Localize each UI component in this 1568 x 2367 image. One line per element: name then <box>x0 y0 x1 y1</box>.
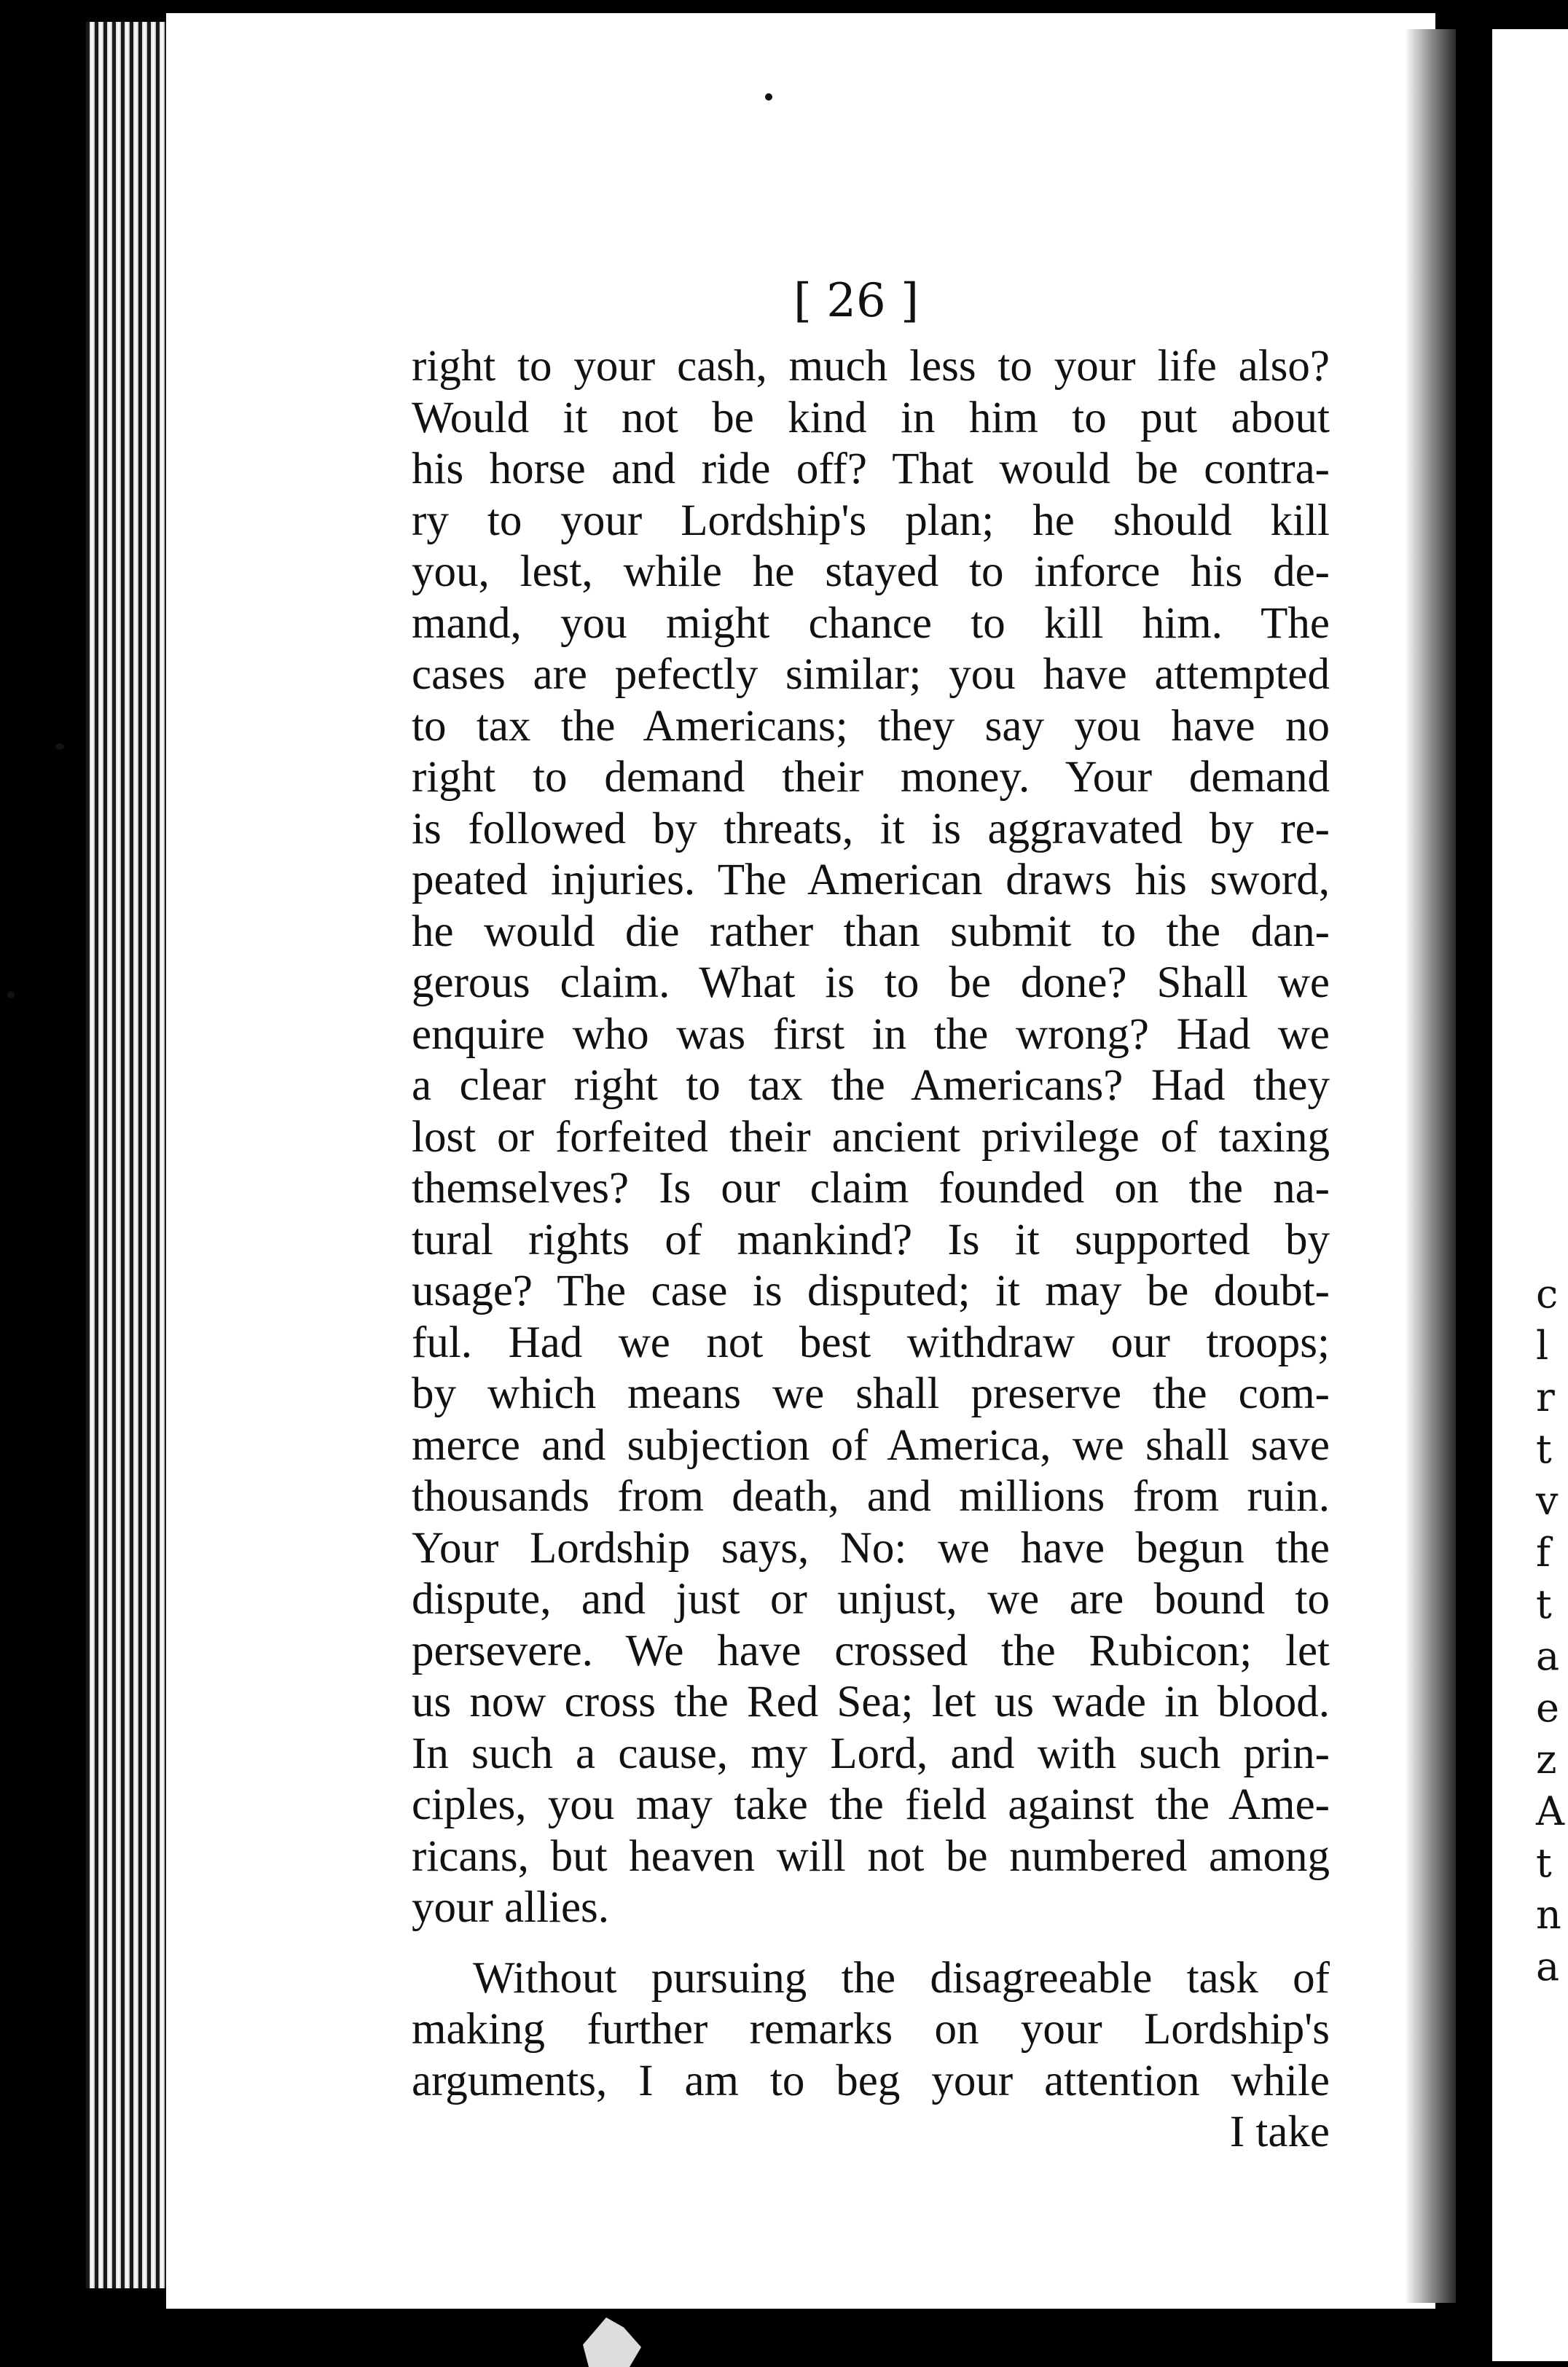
paragraph-2 <box>412 1953 1330 2108</box>
adjacent-page-letter: t <box>1536 1426 1552 1472</box>
catchword: I take <box>1229 2108 1330 2156</box>
text-line: right to your cash, much less to your life also? <box>412 342 1330 391</box>
text-line: In such a cause, my Lord, and with such prin- <box>412 1729 1330 1778</box>
text-line: ry to your Lordship's plan; he should kill <box>412 496 1330 545</box>
text-line: persevere. We have crossed the Rubicon; let <box>412 1626 1330 1675</box>
text-line: mand, you might chance to kill him. The <box>412 598 1330 648</box>
text-line: thousands from death, and millions from ruin. <box>412 1472 1330 1521</box>
adjacent-page-letters <box>1536 1268 1568 1992</box>
text-line: by which means we shall preserve the com- <box>412 1369 1330 1418</box>
adjacent-page-letter: n <box>1536 1892 1561 1938</box>
text-line: themselves? Is our claim founded on the na- <box>412 1164 1330 1213</box>
stacked-page-edges <box>86 22 166 2288</box>
text-line: your allies. <box>412 1883 610 1932</box>
text-line: merce and subjection of America, we shall save <box>412 1420 1330 1470</box>
text-line: ricans, but heaven will not be numbered among <box>412 1831 1330 1881</box>
text-line: a clear right to tax the Americans? Had they <box>412 1061 1330 1110</box>
ink-speck <box>765 93 772 101</box>
text-line: tural rights of mankind? Is it supported by <box>412 1215 1330 1264</box>
adjacent-page-letter: A <box>1536 1788 1564 1834</box>
text-line: Would it not be kind in him to put about <box>412 393 1330 442</box>
ink-speck <box>7 991 15 998</box>
adjacent-page-letter: l <box>1536 1323 1549 1369</box>
adjacent-page-letter: t <box>1536 1581 1552 1627</box>
adjacent-page-letter: a <box>1536 1633 1560 1679</box>
text-line: peated injuries. The American draws his sword, <box>412 856 1330 904</box>
text-line: dispute, and just or unjust, we are bound to <box>412 1575 1330 1624</box>
text-line: usage? The case is disputed; it may be doubt- <box>412 1267 1330 1315</box>
text-line: ciples, you may take the field against the Ame- <box>412 1780 1330 1829</box>
text-line: lost or forfeited their ancient privilege of taxing <box>412 1112 1330 1162</box>
text-line: you, lest, while he stayed to inforce his de- <box>412 547 1330 596</box>
text-line: Without pursuing the disagreeable task of <box>473 1953 1330 2003</box>
text-line: us now cross the Red Sea; let us wade in blood. <box>412 1678 1330 1726</box>
text-line: cases are pefectly similar; you have attempted <box>412 650 1330 699</box>
text-line: enquire who was first in the wrong? Had we <box>412 1009 1330 1059</box>
page-number: [ 26 ] <box>793 274 920 328</box>
text-line: arguments, I am to beg your attention while <box>412 2056 1330 2105</box>
text-line: his horse and ride off? That would be contra- <box>412 445 1330 493</box>
text-line: Your Lordship says, No: we have begun the <box>412 1523 1330 1573</box>
text-line: is followed by threats, it is aggravated by re- <box>412 804 1330 853</box>
adjacent-page-letter: f <box>1536 1530 1551 1576</box>
text-line: making further remarks on your Lordship's <box>412 2005 1330 2054</box>
text-line: to tax the Americans; they say you have no <box>412 701 1330 751</box>
adjacent-page-letter: c <box>1536 1271 1559 1317</box>
ink-speck <box>55 743 64 750</box>
page-text <box>412 341 1330 2159</box>
adjacent-page-letter: t <box>1536 1840 1552 1886</box>
text-line: right to demand their money. Your demand <box>412 753 1330 802</box>
adjacent-page-strip <box>1492 29 1568 2361</box>
adjacent-page-letter: z <box>1536 1737 1557 1783</box>
adjacent-page-letter: e <box>1536 1685 1559 1731</box>
adjacent-page-letter: a <box>1536 1944 1560 1990</box>
text-line: ful. Had we not best withdraw our troops; <box>412 1318 1330 1367</box>
paragraph-1 <box>412 341 1330 1934</box>
adjacent-page-letter: r <box>1536 1374 1555 1420</box>
gutter-shadow <box>1405 29 1456 2303</box>
text-line: he would die rather than submit to the dan- <box>412 907 1330 956</box>
paper-blot <box>583 2317 641 2367</box>
adjacent-page-letter: v <box>1536 1478 1559 1524</box>
text-line: gerous claim. What is to be done? Shall we <box>412 958 1330 1007</box>
